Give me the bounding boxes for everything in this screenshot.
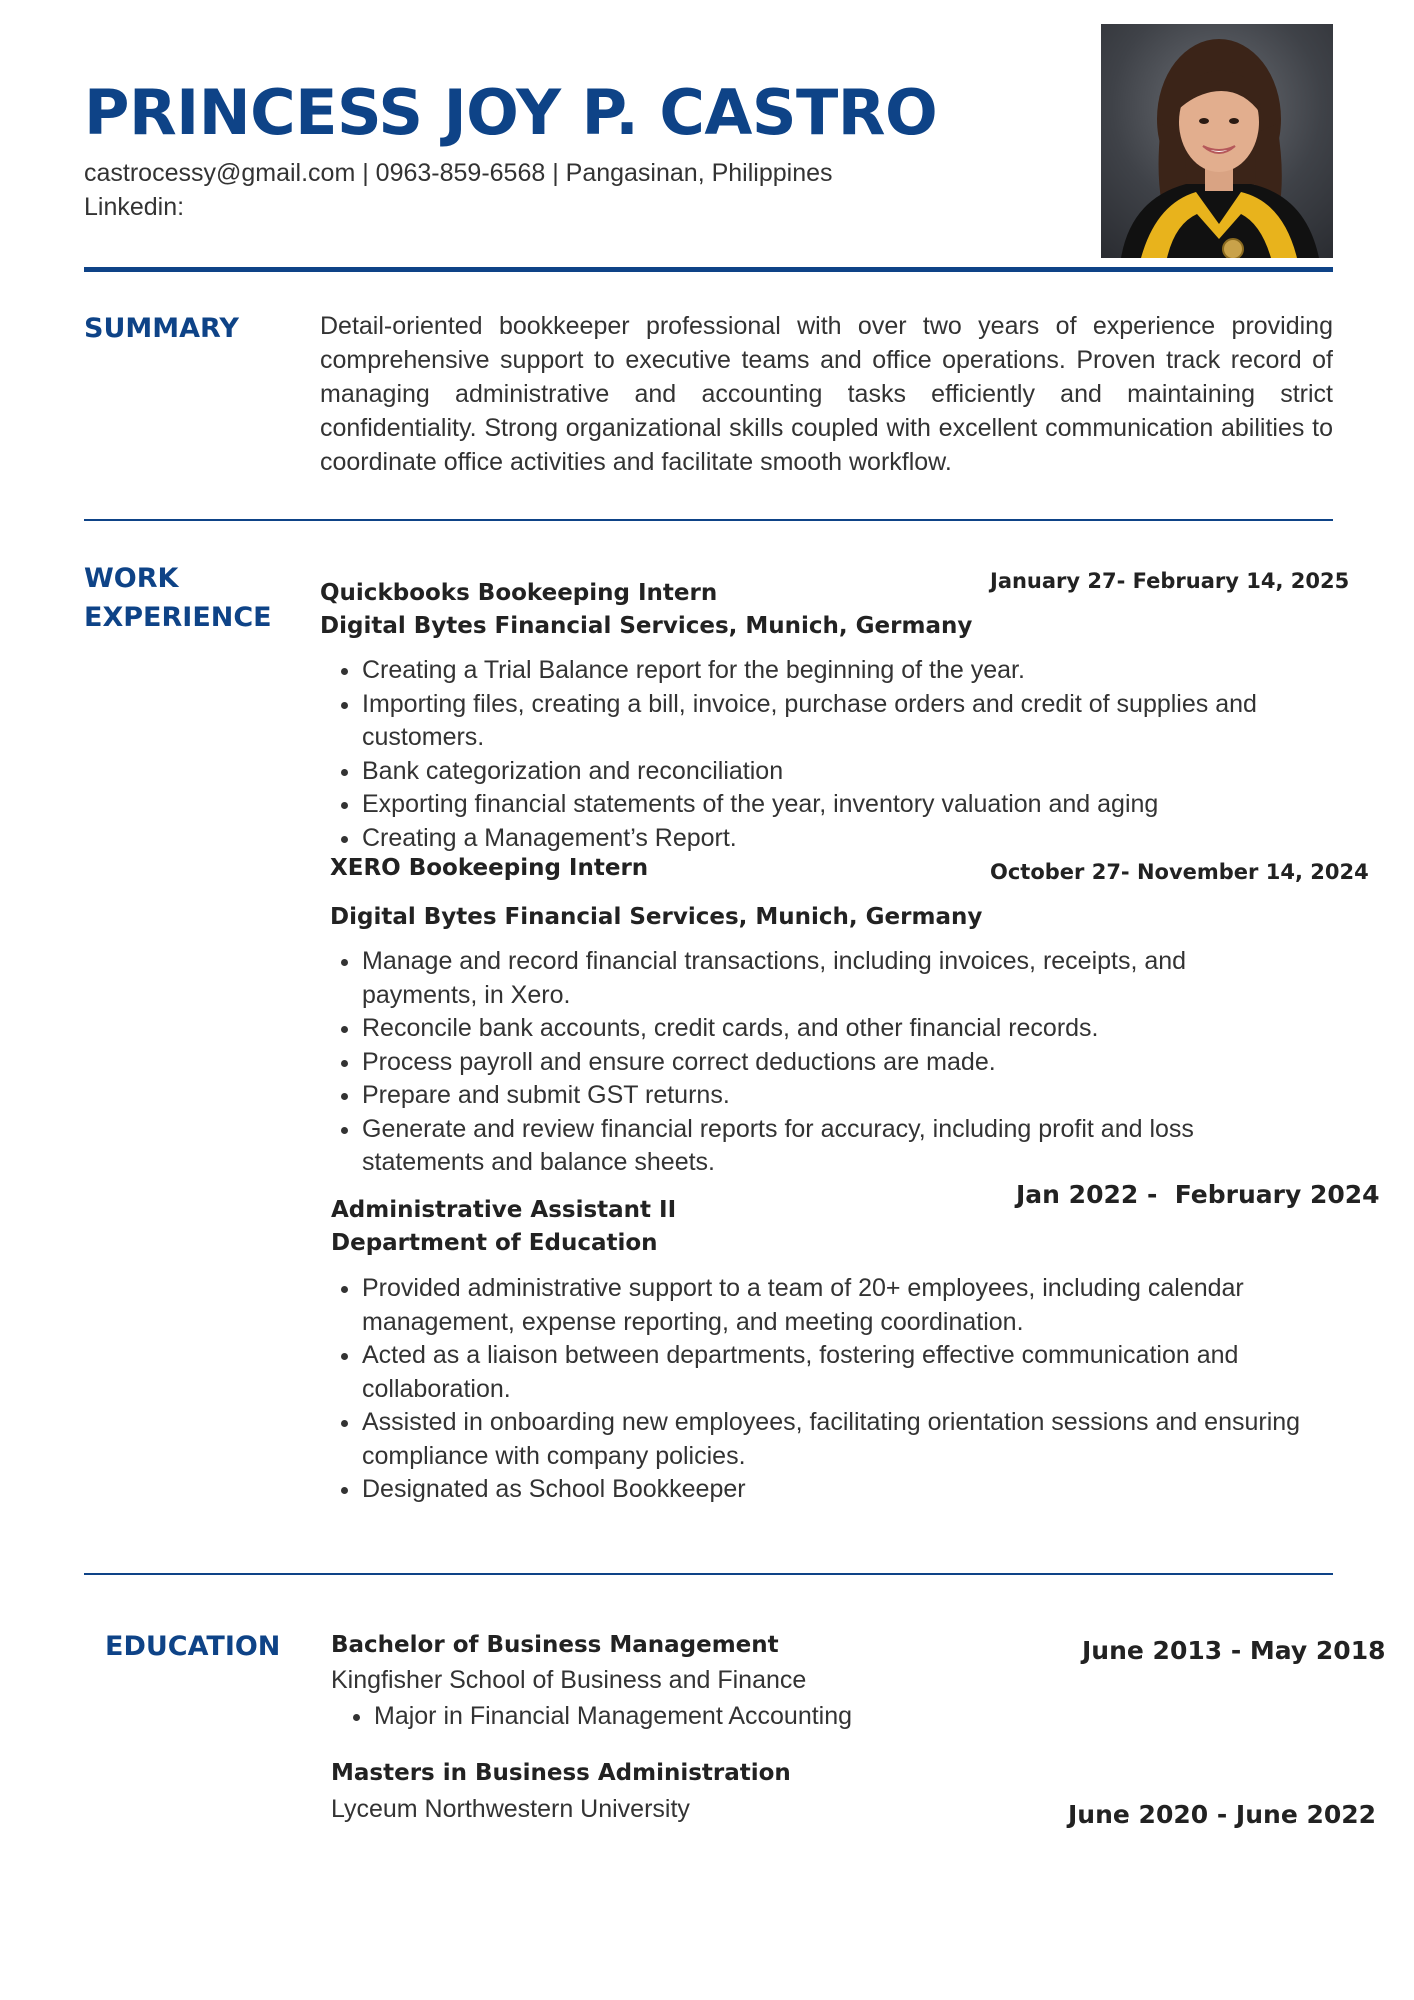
- header-divider: [84, 267, 1333, 272]
- education-date: June 2013 - May 2018: [1082, 1636, 1386, 1665]
- list-item: • Assisted in onboarding new employees, facilitating orientation sessions and ensuring compliance with company policies.: [362, 1406, 1312, 1473]
- list-item: • Creating a Trial Balance report for the beginning of the year.: [362, 654, 1352, 688]
- job-company: Digital Bytes Financial Services, Munich, Germany: [320, 613, 973, 639]
- job-date: Jan 2022 - February 2024: [1016, 1180, 1380, 1209]
- list-item: • Bank categorization and reconciliation: [362, 755, 1352, 789]
- list-item: • Generate and review financial reports for accuracy, including profit and loss statements and balance sheets.: [362, 1113, 1282, 1180]
- school-name: Kingfisher School of Business and Finance: [331, 1666, 807, 1694]
- graduation-portrait-icon: [1101, 24, 1333, 258]
- summary-divider: [84, 519, 1333, 521]
- work-heading: [84, 559, 272, 637]
- list-item: • Reconcile bank accounts, credit cards, and other financial records.: [362, 1012, 1282, 1046]
- list-item: • Exporting financial statements of the year, inventory valuation and aging: [362, 788, 1352, 822]
- job-date: January 27- February 14, 2025: [990, 569, 1350, 593]
- summary-text: Detail-oriented bookkeeper professional with over two years of experience providing comprehensive support to executive teams and office operations. Proven track record of managing administrative and accounting tasks efficiently and maintaining strict confidentiality. Strong organizational skills coupled with excellent communication abilities to coordinate office activities and facilitate smooth workflow.: [320, 312, 1333, 476]
- job-title: Administrative Assistant II: [331, 1197, 677, 1223]
- job-company: Digital Bytes Financial Services, Munich, Germany: [330, 904, 983, 930]
- candidate-name: PRINCESS JOY P. CASTRO: [84, 76, 938, 149]
- work-heading-line2: EXPERIENCE: [84, 602, 272, 633]
- job-bullets: [320, 1272, 1312, 1507]
- list-item: • Importing files, creating a bill, invoice, purchase orders and credit of supplies and customers.: [362, 688, 1352, 755]
- education-bullets: [332, 1700, 1174, 1734]
- work-divider: [84, 1573, 1333, 1575]
- job-title: XERO Bookeeping Intern: [330, 855, 649, 881]
- list-item: • Major in Financial Management Accounting: [374, 1700, 1174, 1734]
- list-item: • Manage and record financial transactions, including invoices, receipts, and payments, in Xero.: [362, 945, 1282, 1012]
- list-item: • Process payroll and ensure correct deductions are made.: [362, 1046, 1282, 1080]
- summary-heading: SUMMARY: [84, 313, 239, 344]
- contact-block: [84, 156, 833, 224]
- work-heading-line1: WORK: [84, 563, 179, 594]
- school-name: Lyceum Northwestern University: [331, 1795, 690, 1823]
- job-bullets: [320, 654, 1352, 855]
- list-item: • Designated as School Bookkeeper: [362, 1473, 1312, 1507]
- degree-title: Masters in Business Administration: [331, 1760, 791, 1786]
- job-title: Quickbooks Bookeeping Intern: [320, 580, 718, 606]
- list-item: • Acted as a liaison between departments, fostering effective communication and collaboration.: [362, 1339, 1312, 1406]
- education-date: June 2020 - June 2022: [1068, 1800, 1377, 1829]
- list-item: • Creating a Management’s Report.: [362, 822, 1352, 856]
- list-item: • Prepare and submit GST returns.: [362, 1079, 1282, 1113]
- profile-photo: [1101, 24, 1333, 258]
- list-item: • Provided administrative support to a team of 20+ employees, including calendar management, expense reporting, and meeting coordination.: [362, 1272, 1312, 1339]
- linkedin-label: Linkedin:: [84, 193, 185, 221]
- degree-title: Bachelor of Business Management: [331, 1632, 779, 1658]
- job-bullets: [320, 945, 1282, 1180]
- job-date: October 27- November 14, 2024: [990, 860, 1369, 884]
- job-company: Department of Education: [331, 1230, 658, 1256]
- education-heading: EDUCATION: [105, 1631, 281, 1662]
- contact-line: castrocessy@gmail.com | 0963-859-6568 | Pangasinan, Philippines: [84, 159, 833, 187]
